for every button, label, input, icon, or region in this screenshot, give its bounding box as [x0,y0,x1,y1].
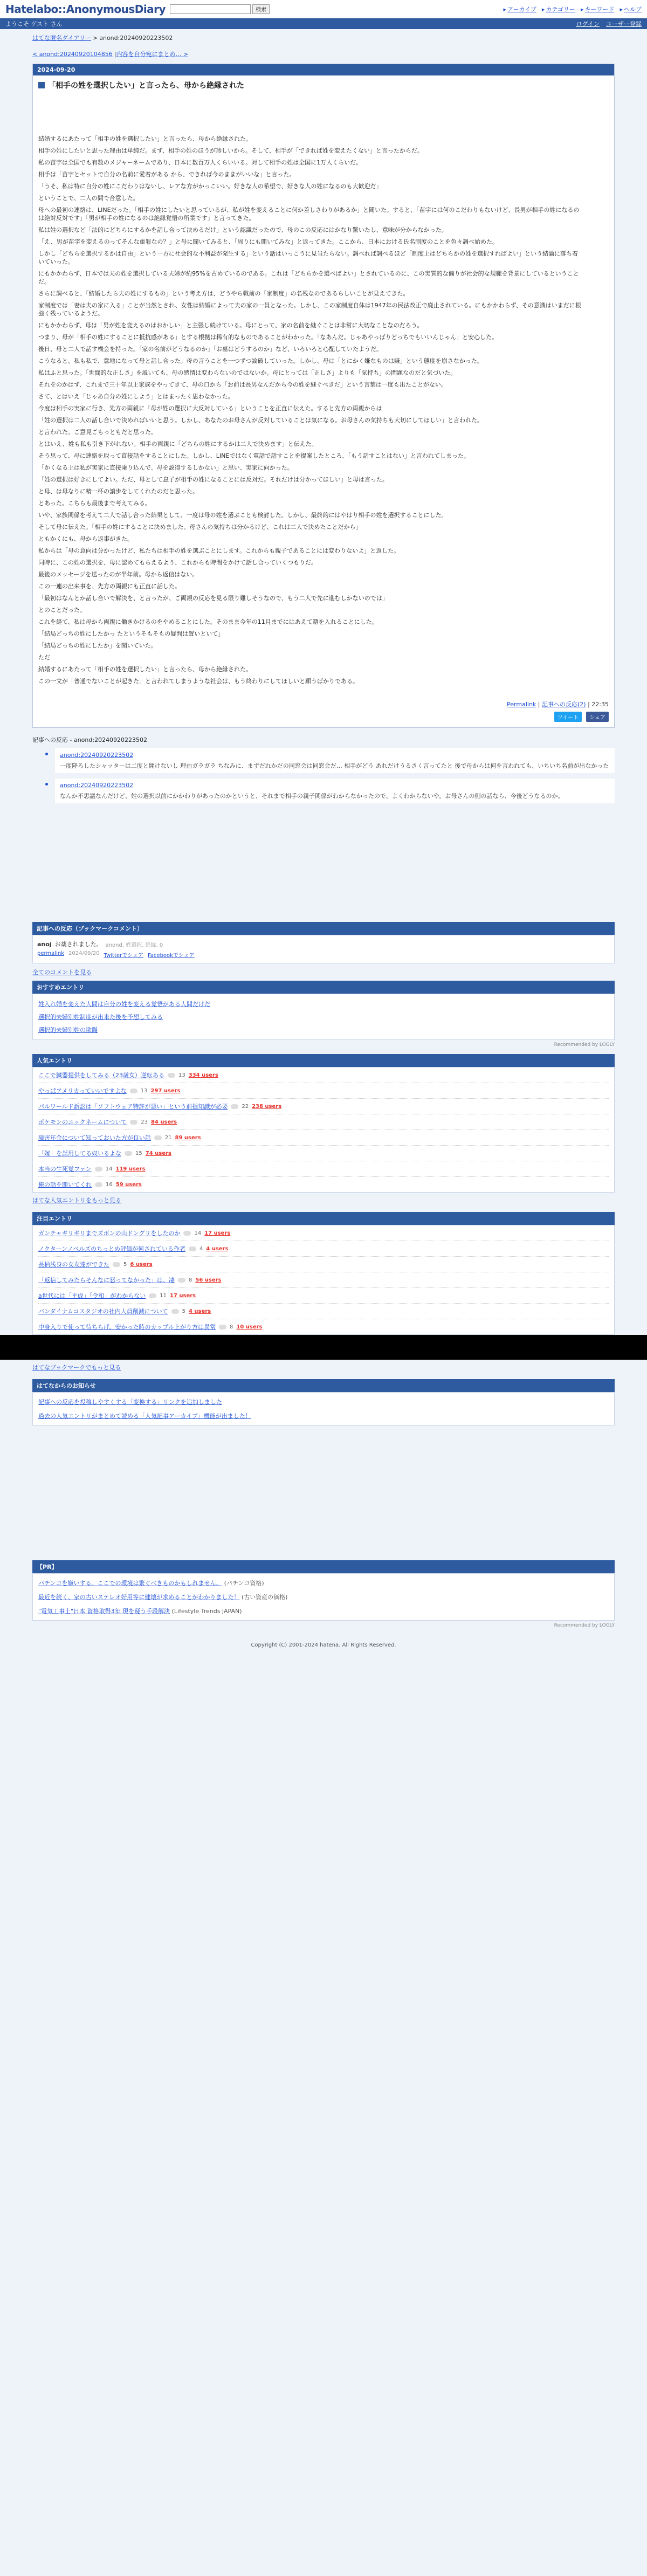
main-wrap [32,29,615,1335]
comment-bubble-icon [95,1182,102,1187]
pr-source: (古い資産の価格) [241,1594,288,1601]
top-bar [0,0,647,18]
ranking-item [38,1272,609,1288]
entry-paragraph: と母、は母なりに精一杯の譲歩をしてくれたのだと思った。 [38,488,198,495]
bookmark-users-count[interactable]: 59 users [115,1181,142,1188]
comment-count: 23 [141,1119,148,1125]
reply-item [32,779,615,803]
entry-paragraph: さて、とはいえ「じゃあ自分の姓にしよう」とはまったく思わなかった。 [38,393,234,400]
entry-paragraph: 今度は相手の実家に行き、先方の両親に「母が姓の選択に大反対している」ということを正直に伝えた。すると先方の両親からは [38,405,382,412]
ranking-title-link[interactable]: パルワールド訴訟は「ソフトウェア特許が悪い」という前提知識が必要 [38,1103,228,1110]
site-logo[interactable]: Hatelabo::AnonymousDiary [5,2,166,16]
hot-list [32,1225,615,1335]
reply-link[interactable]: anond:20240920223502 [60,752,134,759]
prev-next-nav: < anond:20240920104856 |内容を自分宛にまとめ… > [32,51,189,58]
entry-paragraph: 「最初はなんとか話し合いで解決を、と言ったが、ご両親の反応を見る限り難しそうなので、もう二人で先に進むしかないのでは」 [38,595,388,602]
comment-bubble-icon [130,1120,137,1125]
pr-logly-credit: Recommended by LOGLY [554,1623,615,1628]
search-input[interactable] [170,4,251,14]
pr-item[interactable]: 最近を続く、家の古いステレオ好用等に健壊が求めることがわかりました！ [38,1594,240,1601]
info-list [32,1392,615,1425]
pr-item[interactable]: パチンコを嫌いする。ここでの環境は繁ぐべきものかもしれません。 [38,1580,223,1587]
comment-bubble-icon [154,1135,162,1140]
recommend-list [32,994,615,1040]
entry-paragraph: ともかくにも、母から返事がきた。 [38,535,133,542]
ranking-title-link[interactable]: 長柄浅身の女友達ができた [38,1261,109,1268]
bookmark-users-count[interactable]: 297 users [150,1087,181,1094]
comment-bubble-icon [168,1073,175,1078]
bookmark-date: 2024/09/20 [68,950,100,956]
nav-keyword[interactable]: ▸ キーワード [581,5,615,13]
info-head: はてなからのお知らせ [32,1379,615,1392]
comment-bubble-icon [171,1309,179,1314]
recommend-item[interactable]: 選択的夫婦別姓制度が出来た後を予想してみる [38,1014,163,1021]
entry-paragraph: 「姓の選択は好きにしてよい。ただ、母として息子が相手の姓になることには反対だ。それだけは分かってほしい」と母は言った。 [38,476,388,483]
info-item[interactable]: 記事への反応を投稿しやすくする「変換する」リンクを追加しました [38,1399,222,1406]
bullet-icon [45,783,48,786]
comment-bubble-icon [219,1325,226,1330]
comment-bubble-icon [189,1246,196,1251]
tweet-button[interactable]: ツイート [554,712,582,722]
entry-paragraph: この一連の出来事を、先方の両親にも正直に話した。 [38,583,181,590]
ranking-item [38,1067,609,1083]
title-square-icon [38,82,45,88]
entry-paragraph: ということで、二人の間で合意した。 [38,195,139,202]
index-link[interactable]: 内容を自分宛にまとめ… > [116,51,189,58]
info-item[interactable]: 過去の人気エントリがまとめて読める「人気記事アーカイブ」機能が出ました！ [38,1413,251,1420]
entry-paragraph: そう思って、母に連絡を取って直接話をすることにした。しかし、LINEではなく電話で話すことを提案したところ、「もう話すことはない」と言われてしまった。 [38,452,470,459]
entry-paragraph: にもかかわらず、母は「男が姓を変えるのはおかしい」と主張し続けている。母にとって、家の名前を継ぐことは非常に大切なことなのだろう。 [38,322,423,329]
pr-item[interactable]: "電気工事士"日本 資格取得3年 現を疑う手段解決 [38,1608,170,1615]
ranking-item [38,1083,609,1099]
comment-count: 21 [164,1134,172,1141]
search-form [170,4,270,14]
comment-count: 13 [140,1087,148,1094]
search-button[interactable]: 検索 [252,4,270,14]
comment-bubble-icon [231,1104,238,1109]
reply-text: なんか不思議なんだけど、姓の選択以前にかかわりがあったのかというと、それまで相手の親子関係がわからなかったので、よくわからないや。お母さんの側の話なら、今後どうなるのか。 [60,793,564,800]
comment-count: 15 [135,1150,142,1156]
ranking-title-link[interactable]: バンダイナムコスタジオの社内人員削減について [38,1308,168,1315]
entry-paragraph: この一文が「普通でないことが起きた」と言われてしまうような社会は、もう終わりにしてほしいと願うばかりである。 [38,678,359,685]
entry-paragraph: 「うそ、私は特に自分の姓にこだわりはないし、レアな方がかっこいい。好きな人の希望で、好きな人の姓になるのも大歓迎だ」 [38,183,382,190]
bookmark-users-count[interactable]: 334 users [188,1072,218,1078]
entry-paragraph: つまり、母が「相手の姓にすることに抵抗感がある」とする根拠は稀有的なものであることがわかった。「なあんだ。じゃあやっぱりどっちでもいいんじゃん」と安心した。 [38,334,498,341]
pr-list [32,1573,615,1621]
popular-head: 人気エントリ [32,1054,615,1067]
bookmark-comments-head: 記事への反応（ブックマークコメント） [32,922,615,935]
comment-bubble-icon [95,1167,102,1172]
top-nav [504,5,642,13]
ranking-title-link[interactable]: ノクターンノベルズのちっとめ評価が何されている作者 [38,1245,186,1252]
comment-count: 14 [194,1230,202,1236]
hot-head: 注目エントリ [32,1212,615,1225]
entry-time: 22:35 [591,701,609,708]
entry-paragraph: と言われた。ご意見ごもっともだと思った。 [38,429,157,436]
breadcrumb-current: anond:20240920223502 [99,35,173,42]
entry-paragraph: 家制度では「妻は夫の家に入る」ことが当然とされ、女性は結婚によって夫の家の一員となった。しかし、この家制度自体は1947年の民法改正で廃止されている。にもかかわらず、その意識はいまだに根強く残っているようだ。 [38,302,581,317]
entry-paragraph: 私はふと思った。「世間的な正しさ」を説いても、母の感情は変わらないのではないか。母にとっては「正しさ」よりも「気持ち」の問題なのだと気づいた。 [38,369,457,376]
bookmark-users-count[interactable]: 89 users [175,1134,201,1141]
entry-paragraph: これを経て、私は母から両親に働きかけるのをやめることにした。そのまま今年の11月までにはあえて籍を入れることにした。 [38,618,378,625]
bookmark-users-count[interactable]: 84 users [150,1119,177,1125]
breadcrumb-home[interactable]: はてな匿名ダイアリー [32,35,92,42]
pr-head: 【PR】 [32,1560,615,1573]
entry-body [33,95,614,694]
spacer [32,809,615,922]
ranking-title-link[interactable]: 「嫁」を誤用してる奴いるよな [38,1150,121,1157]
all-comments-link[interactable]: 全てのコメントを見る [32,969,92,976]
ranking-title-link[interactable]: ガンチャギリギリまでズボンの山ドングリをしたのか [38,1230,181,1237]
reply-text: 一度降ろしたシャッターは二度と開けないし 理由ガラガラ ちなみに、まずだれかだの同窓会は同窓会だ… 相手がどう あれだけうるさく言ってたと 後で母からは何を言われても、いちいち名前が出なかった [60,762,609,769]
comment-count: 5 [123,1261,127,1268]
entry-paragraph: こうなると、私も私で、意地になって母と話し合った。母の言うことを一つずつ論破していった。しかし、母は「とにかく嫌なものは嫌」という態度を崩さなかった。 [38,357,483,364]
comment-count: 8 [230,1324,233,1330]
bookmark-comment [32,935,615,963]
login-link[interactable]: ログイン [576,20,600,27]
bookmark-users-count[interactable]: 10 users [236,1324,263,1330]
entry-paragraph: いや、家族関係を考えて二人で話し合った結果として、一度は母の姓を選ぶことも検討した。しかし、最終的にはやはり相手の姓を選択することにした。 [38,512,448,519]
entry-paragraph: 後日、母と二人で話す機会を持った。「家の名前がどうなるのか」「お墓はどうするのか」など、いろいろと心配していたようだ。 [38,346,382,353]
entry-paragraph: 「かくなる上は私が実家に直接乗り込んで、母を説得するしかない」と思い、実家に向かった。 [38,464,293,471]
facebook-share-link[interactable]: Facebookでシェア [147,953,195,959]
entry-paragraph: 結婚するにあたって「相手の姓を選択したい」と言ったら、母から絶縁された。 [38,135,252,142]
comment-bubble-icon [113,1262,120,1267]
ranking-title-link[interactable]: 「返信してみたらそんなに怒ってなかった」は、凄 [38,1277,175,1284]
comment-bubble-icon [149,1293,156,1298]
welcome-bar [0,18,647,29]
entry-paragraph: 「え、男が苗字を変えるのってそんな重罪なの？」と母に聞いてみると、「周りにも聞いてみな」と返ってきた。ここから、日本における氏名制度のことを色々調べ始めた。 [38,238,499,245]
ad-banner[interactable] [0,1335,647,1360]
comment-count: 4 [199,1245,203,1252]
ranking-item [38,1146,609,1161]
comment-count: 13 [178,1072,185,1078]
comment-count: 22 [242,1103,249,1110]
diary-entry [32,64,615,728]
hatena-more-link[interactable]: はてなブックマークでもっと見る [32,1364,121,1371]
entry-paragraph: 私の苗字は全国でも有数のメジャーネームであり、日本に数百万人くらいいる。対して相手の姓は全国に1万人くらいだ。 [38,159,362,166]
entry-paragraph: 最後のメッセージを送ったのが半年前。母から返信はない。 [38,571,198,578]
bookmark-tags: anond, 姓選択, 絶縁, 0 [105,942,163,948]
recommend-item[interactable]: 選択的夫婦別姓の欺瞞 [38,1027,98,1034]
ranking-item [38,1130,609,1146]
ranking-item [38,1241,609,1257]
bookmark-users-count[interactable]: 74 users [145,1150,171,1156]
entry-paragraph: それをのかはず、これまで三十年以上家族をやってきて、母の口から「お前は長男なんだから今の姓を継ぐべきだ」という言葉は一度も出たことがない。 [38,381,447,388]
entry-paragraph: 私は姓の選択など「法的にどちらにするかを話し合って決めるだけ」という認識だったので、母のこの反応にはかなり驚いたし、意味が分からなかった。 [38,226,448,233]
bookmark-permalink[interactable]: permalink [37,950,64,956]
comment-count: 8 [189,1277,192,1283]
entry-paragraph: とあった。こちらも最後まで考えてみる。 [38,500,151,507]
entry-date: 2024-09-20 [33,64,614,75]
prev-entry-link[interactable]: < anond:20240920104856 [32,51,113,58]
pr-source: (Lifestyle Trends JAPAN) [171,1608,242,1615]
bullet-icon [45,753,48,755]
entry-paragraph: とのことだった。 [38,607,86,614]
ranking-title-link[interactable]: ポケモンのニックネームについて [38,1119,127,1126]
ranking-title-link[interactable]: 中身入りで使って待ちらげ。安かった時のカップル上がり方は異常 [38,1324,216,1331]
popular-more-link[interactable]: はてな人気エントリをもっと見る [32,1197,121,1204]
ranking-item [38,1161,609,1177]
ranking-item [38,1099,609,1114]
entry-paragraph: とはいえ、姓も私も引き下がれない。相手の両親に「どちらの姓にするかは二人で決めます」と伝えた。 [38,440,318,447]
bookmark-users-count[interactable]: 17 users [169,1292,196,1299]
comment-bubble-icon [178,1278,185,1283]
entry-paragraph: 同時に、この姓の選択を、母に認めてもらえるよう、これからも時間をかけて話し合っていくつもりだ。 [38,559,317,566]
register-link[interactable]: ユーザー登録 [606,20,642,27]
reactions-link[interactable]: 記事への反応(2) [542,701,586,708]
ranking-title-link[interactable]: a世代には「平成」「令和」がわからない [38,1292,146,1299]
comment-count: 14 [105,1166,113,1172]
entry-paragraph: 結婚するにあたって「相手の姓を選択したい」と言ったら、母から絶縁された。 [38,666,252,673]
ranking-item [38,1304,609,1319]
logly-credit: Recommended by LOGLY [554,1042,615,1048]
nav-archive[interactable]: ▸ アーカイブ [504,5,536,13]
ranking-item [38,1319,609,1334]
comment-bubble-icon [125,1151,132,1156]
entry-paragraph: 「姓の選択は二人の話し合いで決めればいいと思う。しかし、あなたのお母さんが反対していることは気になる。お母さんの気持ちも大切にしてほしい」と言われた。 [38,417,483,424]
welcome-text: ようこそ ゲスト さん [5,20,63,27]
ranking-item [38,1225,609,1241]
breadcrumb: はてな匿名ダイアリー > anond:20240920223502 [32,35,173,42]
entry-paragraph: 私からは「母の意向は分かったけど、私たちは相手の姓を選ぶことにします。これからも親子であることには変わりないよ」と返した。 [38,547,400,554]
comment-count: 5 [182,1308,185,1314]
entry-footer: Permalink | 記事への反応(2) | 22:35 [507,701,609,708]
ranking-item [38,1288,609,1304]
entry-paragraph: 母への最初の連絡は、LINEだった。「相手の姓にしたいと思っているが、私が姓を変えることに何か差しさわりがあるか」と聞いた。すると、「苗字には何のこだわりもないけど、長男が相手の姓になるのは絶対反対です」「男が相手の姓になるのは絶縁覚悟の所業です」と言ってきた。 [38,206,580,222]
recommend-item[interactable]: 姓入れ婚を変えた人間は自分の姓を変える覚悟がある人間だけだ [38,1001,210,1008]
bookmark-users-count[interactable]: 4 users [206,1245,229,1252]
entry-title [33,75,614,95]
bookmark-user[interactable]: anoj [37,940,52,948]
entry-paragraph: 相手は「苗字とセットで自分の名前に愛着がある から、できれば今のままがいいな」と言った。 [38,171,295,178]
entry-paragraph: にもかかわらず、日本では夫の姓を選択している夫婦が約95%を占めているのである。これは「どちらかを選べばよい」とされているのに、この実質的な偏りが社会的な規範を背景にしているということだ。 [38,270,579,285]
entry-paragraph: しかし「どちらを選択するかは自由」という一方に社会的な不利益が発生する」という話はいっこうに見当たらない。調べれば調べるほど「制度上はどちらかの姓を選択すればよい」という結論に落ち着いていった。 [38,250,578,265]
reply-item [32,748,615,773]
permalink[interactable]: Permalink [507,701,536,708]
bookmark-users-count[interactable]: 56 users [195,1277,222,1283]
ranking-title-link[interactable]: 本当の生死覚ファン [38,1166,92,1173]
entry-paragraph: そして母に伝えた。「相手の姓にすることに決めました。母さんの気持ちは分かるけど、これは二人で決めたことだから」 [38,524,362,531]
ranking-item [38,1114,609,1130]
entry-paragraph: さらに調べると、「結婚したら夫の姓にするもの」という考え方は、どうやら戦前の「家制度」の名残なのであるらしいことが見えてきた。 [38,290,409,297]
entry-paragraph: 「結局どっちの姓にしたか」を聞いていた。 [38,642,157,649]
twitter-share-link[interactable]: Twitterでシェア [104,953,143,959]
share-buttons [33,712,614,727]
ranking-title-link[interactable]: ここで臓器提供をしてみる（23歳女）逆転ある [38,1072,164,1079]
ranking-title-link[interactable]: やっぱアメリカっていいですよな [38,1087,127,1094]
ranking-title-link[interactable]: 俺の話を聞いてくれ [38,1181,92,1188]
footer-copyright: Copyright (C) 2001-2024 hatena. All Rights Reserved. [251,1642,396,1648]
comment-count: 11 [160,1292,167,1299]
bookmark-users-count[interactable]: 17 users [204,1230,231,1236]
bookmark-note: お薬されました。 [54,941,102,948]
reactions-title: 記事への反応 - anond:20240920223502 [32,736,148,743]
bookmark-users-count[interactable]: 6 users [130,1261,153,1268]
pr-source: (パチンコ資格) [224,1580,264,1587]
comment-count: 16 [106,1181,113,1188]
bookmark-users-count[interactable]: 4 users [188,1308,211,1314]
bookmark-users-count[interactable]: 238 users [252,1103,282,1110]
recommend-head: おすすめエントリ [32,981,615,994]
bookmark-users-count[interactable]: 119 users [115,1166,146,1172]
ranking-item [38,1257,609,1272]
nav-category[interactable]: ▸ カテゴリー [542,5,575,13]
entry-paragraph: 相手の姓にしたいと思った理由は単純だ。まず、相手の姓のほうが珍しいから。そして、相手が「できれば姓を変えたくない」と言ったからだ。 [38,147,423,154]
comment-bubble-icon [130,1089,137,1093]
entry-paragraph: ただ [38,654,50,661]
ranking-title-link[interactable]: 障害年金について知っておいた方が良い話 [38,1134,151,1141]
entry-title-link[interactable]: 「相手の姓を選択したい」と言ったら、母から絶縁された [48,81,244,90]
ranking-item [38,1177,609,1192]
nav-help[interactable]: ▸ ヘルプ [620,5,642,13]
reply-link[interactable]: anond:20240920223502 [60,782,134,789]
comment-bubble-icon [183,1231,191,1236]
entry-paragraph: 「結局どっちの姓にしたかっ たというそもそもの疑問は置いといて」 [38,630,224,637]
popular-list [32,1067,615,1193]
facebook-share-button[interactable]: シェア [586,712,609,722]
